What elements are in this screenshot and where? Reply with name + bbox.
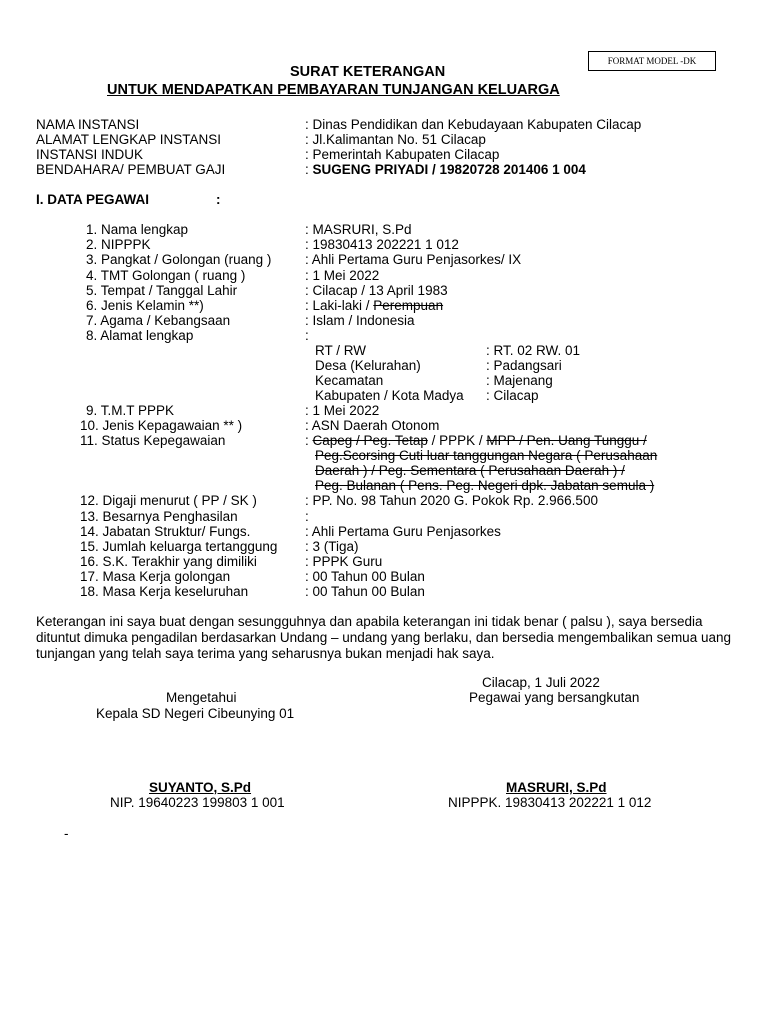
item-label: 3. Pangkat / Golongan (ruang ) (86, 252, 272, 267)
status-label: 11. Status Kepegawaian (80, 433, 226, 448)
status-struck-2: MPP / Pen. Uang Tunggu / (486, 433, 647, 448)
instansi-label-alamat: ALAMAT LENGKAP INSTANSI (36, 132, 222, 147)
bendahara-name: SUGENG PRIYADI / 19820728 201406 1 004 (312, 162, 586, 177)
item-value: : PP. No. 98 Tahun 2020 G. Pokok Rp. 2.966.500 (305, 493, 598, 508)
item-value: : ASN Daerah Otonom (305, 418, 440, 433)
item-label: 2. NIPPPK (86, 237, 151, 252)
item-label: 1. Nama lengkap (86, 222, 189, 237)
instansi-label-nama: NAMA INSTANSI (36, 117, 140, 132)
item-value: : 19830413 202221 1 012 (305, 237, 459, 252)
footer-dash: - (64, 826, 69, 841)
instansi-value-nama: : Dinas Pendidikan dan Kebudayaan Kabupaten Cilacap (305, 117, 642, 132)
address-value: : Majenang (486, 373, 553, 388)
instansi-label-induk: INSTANSI INDUK (36, 147, 144, 162)
item-value: : 00 Tahun 00 Bulan (305, 584, 425, 599)
address-label: Kecamatan (315, 373, 384, 388)
status-line-2: Peg.Scorsing Cuti luar tanggungan Negara ( Perusahaan (315, 448, 658, 463)
statement-paragraph: Keterangan ini saya buat dengan sesungguhnya dan apabila keterangan ini tidak benar ( palsu ), saya bersedia dituntut dimuka pengadilan berdasarkan Undang – undang yang berlaku, dan bersedia mengembalikan semua uang tunjangan yang telah saya terima yang seharusnya bukan menjadi hak saya. (36, 614, 731, 661)
address-label: RT / RW (315, 343, 367, 358)
left-sign-name: SUYANTO, S.Pd (149, 780, 252, 795)
status-selected: / PPPK / (427, 433, 487, 448)
item-label: 12. Digaji menurut ( PP / SK ) (80, 493, 257, 508)
item-value: : PPPK Guru (305, 554, 383, 569)
item-value: : (305, 509, 309, 524)
status-struck-1: Capeg / Peg. Tetap (312, 433, 428, 448)
right-sign-nipppk: NIPPPK. 19830413 202221 1 012 (448, 795, 652, 810)
instansi-value-induk: : Pemerintah Kabupaten Cilacap (305, 147, 500, 162)
status-colon: : (305, 433, 313, 448)
item-value: : Ahli Pertama Guru Penjasorkes/ IX (305, 252, 522, 267)
item-value: : MASRURI, S.Pd (305, 222, 412, 237)
item-label: 4. TMT Golongan ( ruang ) (86, 268, 246, 283)
bendahara-colon: : (305, 162, 313, 177)
left-sign-heading: Mengetahui (166, 690, 237, 705)
address-label: Desa (Kelurahan) (315, 358, 421, 373)
address-value: : Cilacap (486, 388, 539, 403)
item-label: 15. Jumlah keluarga tertanggung (80, 539, 278, 554)
item-label: 17. Masa Kerja golongan (80, 569, 231, 584)
item-label: 10. Jenis Kepagawaian ** ) (80, 418, 243, 433)
item-value: : 1 Mei 2022 (305, 403, 380, 418)
address-value: : RT. 02 RW. 01 (486, 343, 581, 358)
format-model-badge: FORMAT MODEL -DK (588, 51, 716, 71)
item-label: 13. Besarnya Penghasilan (80, 509, 238, 524)
left-sign-position: Kepala SD Negeri Cibeunying 01 (96, 706, 295, 721)
status-line-3: Daerah ) / Peg. Sementara ( Perusahaan Daerah ) / (315, 463, 625, 478)
status-line-4: Peg. Bulanan ( Pens. Peg. Negeri dpk. Jabatan semula ) (315, 478, 655, 493)
gender-selected: : Laki-laki / (305, 298, 374, 313)
document-title: SURAT KETERANGAN (290, 64, 446, 80)
item-label: 6. Jenis Kelamin **) (86, 298, 204, 313)
address-value: : Padangsari (486, 358, 562, 373)
item-value: : 3 (Tiga) (305, 539, 359, 554)
item-label: 14. Jabatan Struktur/ Fungs. (80, 524, 251, 539)
section-title: I. DATA PEGAWAI (36, 192, 150, 207)
item-label: 9. T.M.T PPPK (86, 403, 175, 418)
status-line-1 (305, 433, 647, 449)
item-value: : Ahli Pertama Guru Penjasorkes (305, 524, 501, 539)
item-label: 18. Masa Kerja keseluruhan (80, 584, 249, 599)
gender-struck: Perempuan (373, 298, 444, 313)
item-value: : 00 Tahun 00 Bulan (305, 569, 425, 584)
left-sign-nip: NIP. 19640223 199803 1 001 (110, 795, 285, 810)
right-sign-name: MASRURI, S.Pd (506, 780, 607, 795)
address-label: Kabupaten / Kota Madya (315, 388, 464, 403)
item-label: 5. Tempat / Tanggal Lahir (86, 283, 238, 298)
right-sign-heading: Pegawai yang bersangkutan (469, 690, 640, 705)
item-label: 8. Alamat lengkap (86, 328, 194, 343)
place-date: Cilacap, 1 Juli 2022 (482, 675, 600, 690)
instansi-value-bendahara (305, 162, 586, 178)
item-label: 16. S.K. Terakhir yang dimiliki (80, 554, 257, 569)
item-value: : 1 Mei 2022 (305, 268, 380, 283)
item-value: : Islam / Indonesia (305, 313, 415, 328)
item-value (305, 298, 443, 314)
item-value: : (305, 328, 309, 343)
instansi-label-bendahara: BENDAHARA/ PEMBUAT GAJI (36, 162, 226, 177)
document-subtitle: UNTUK MENDAPATKAN PEMBAYARAN TUNJANGAN KELUARGA (107, 82, 560, 98)
item-label: 7. Agama / Kebangsaan (86, 313, 231, 328)
instansi-value-alamat: : Jl.Kalimantan No. 51 Cilacap (305, 132, 486, 147)
item-value: : Cilacap / 13 April 1983 (305, 283, 448, 298)
section-colon: : (216, 192, 221, 207)
